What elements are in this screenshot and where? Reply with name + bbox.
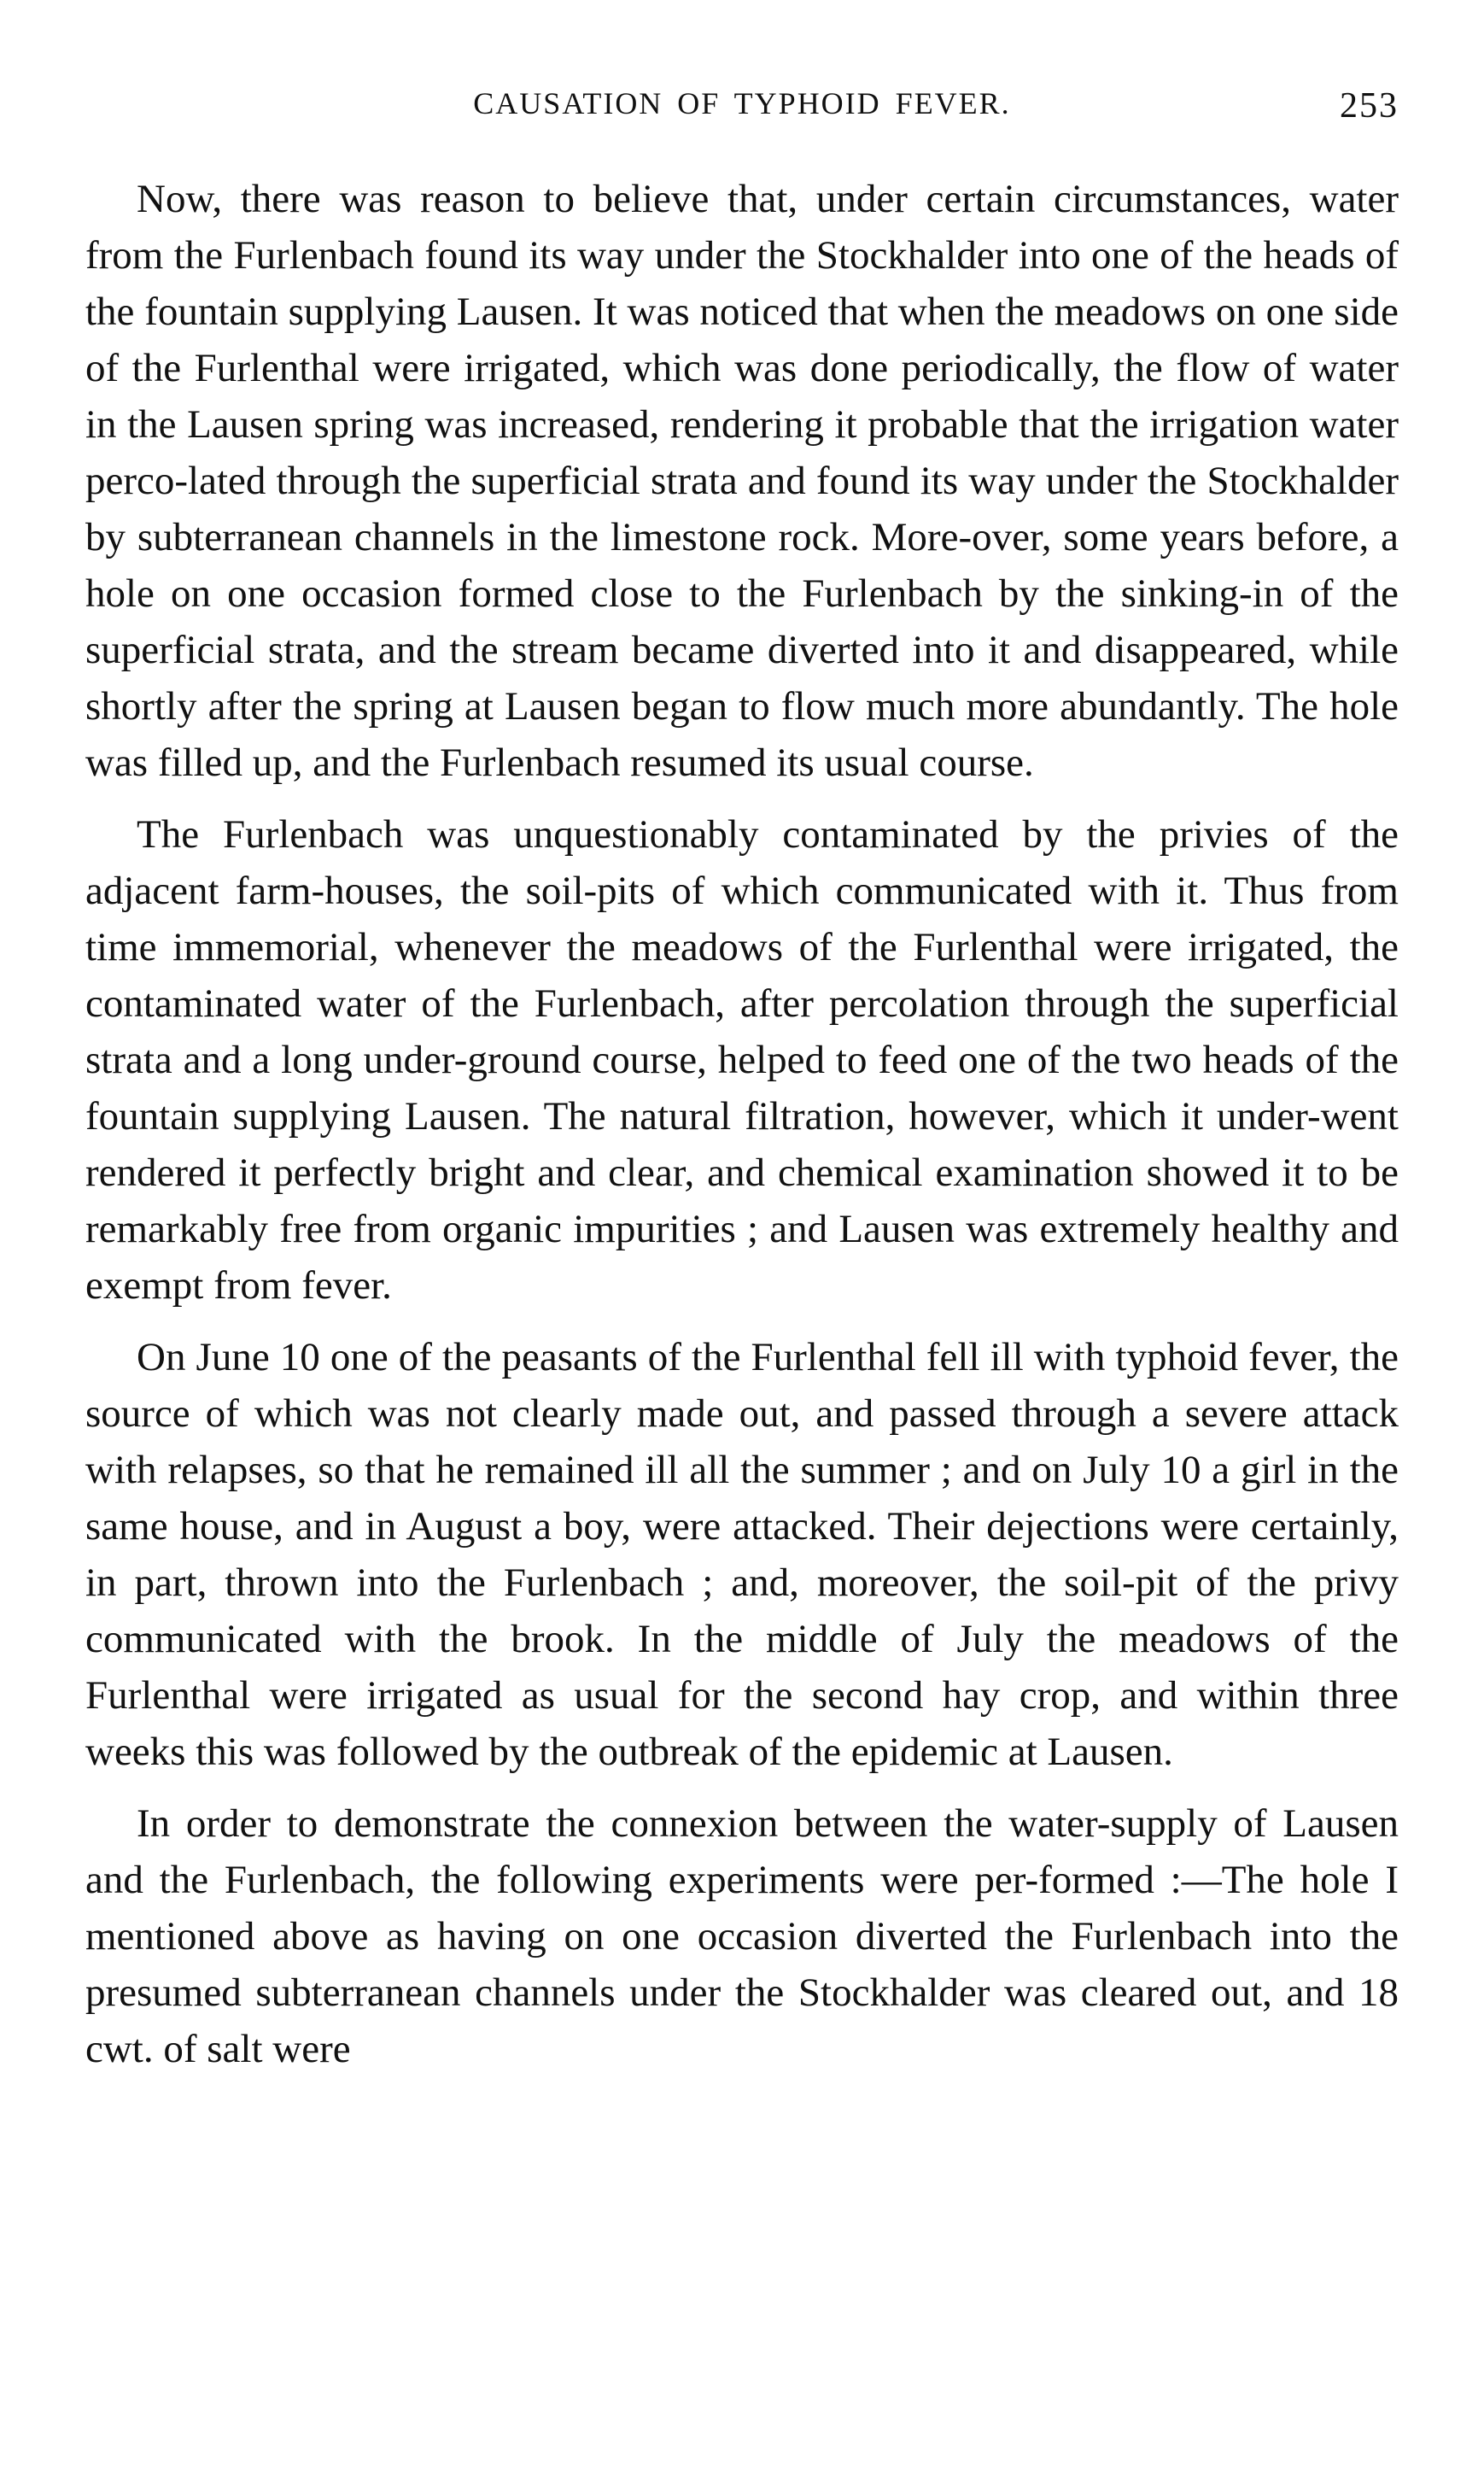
running-head [85,85,1399,137]
paragraph: In order to demonstrate the connexion between the water-supply of Lausen and the Furlenbach, the following experiments were per-formed :—The hole I mentioned above as having on one occasion diverted the Furlenbach into the presumed subterranean channels under the Stockhalder was cleared out, and 18 cwt. of salt were [85,1801,1399,2071]
page-number: 253 [1340,86,1399,126]
running-head-title: CAUSATION OF TYPHOID FEVER. [473,86,1011,120]
paragraph: On June 10 one of the peasants of the Furlenthal fell ill with typhoid fever, the source of which was not clearly made out, and passed through a severe attack with relapses, so that he remained ill all the summer ; and on July 10 a girl in the same house, and in August a boy, were attacked. Their dejections were certainly, in part, thrown into the Furlenbach ; and, moreover, the soil-pit of the privy communicated with the brook. In the middle of July the meadows of the Furlenthal were irrigated as usual for the second hay crop, and within three weeks this was followed by the outbreak of the epidemic at Lausen. [85,1335,1399,1774]
body-text [85,171,1399,2093]
paragraph: Now, there was reason to believe that, under certain circumstances, water from the Furlenbach found its way under the Stockhalder into one of the heads of the fountain supplying Lausen. It was noticed that when the meadows on one side of the Furlenthal were irrigated, which was done periodically, the flow of water in the Lausen spring was increased, rendering it probable that the irrigation water perco-lated through the superficial strata and found its way under the Stockhalder by subterranean channels in the limestone rock. More-over, some years before, a hole on one occasion formed close to the Furlenbach by the sinking-in of the superficial strata, and the stream became diverted into it and disappeared, while shortly after the spring at Lausen began to flow much more abundantly. The hole was filled up, and the Furlenbach resumed its usual course. [85,177,1399,785]
paragraph: The Furlenbach was unquestionably contaminated by the privies of the adjacent farm-houses, the soil-pits of which communicated with it. Thus from time immemorial, whenever the meadows of the Furlenthal were irrigated, the contaminated water of the Furlenbach, after percolation through the superficial strata and a long under-ground course, helped to feed one of the two heads of the fountain supplying Lausen. The natural filtration, however, which it under-went rendered it perfectly bright and clear, and chemical examination showed it to be remarkably free from organic impurities ; and Lausen was extremely healthy and exempt from fever. [85,812,1399,1308]
